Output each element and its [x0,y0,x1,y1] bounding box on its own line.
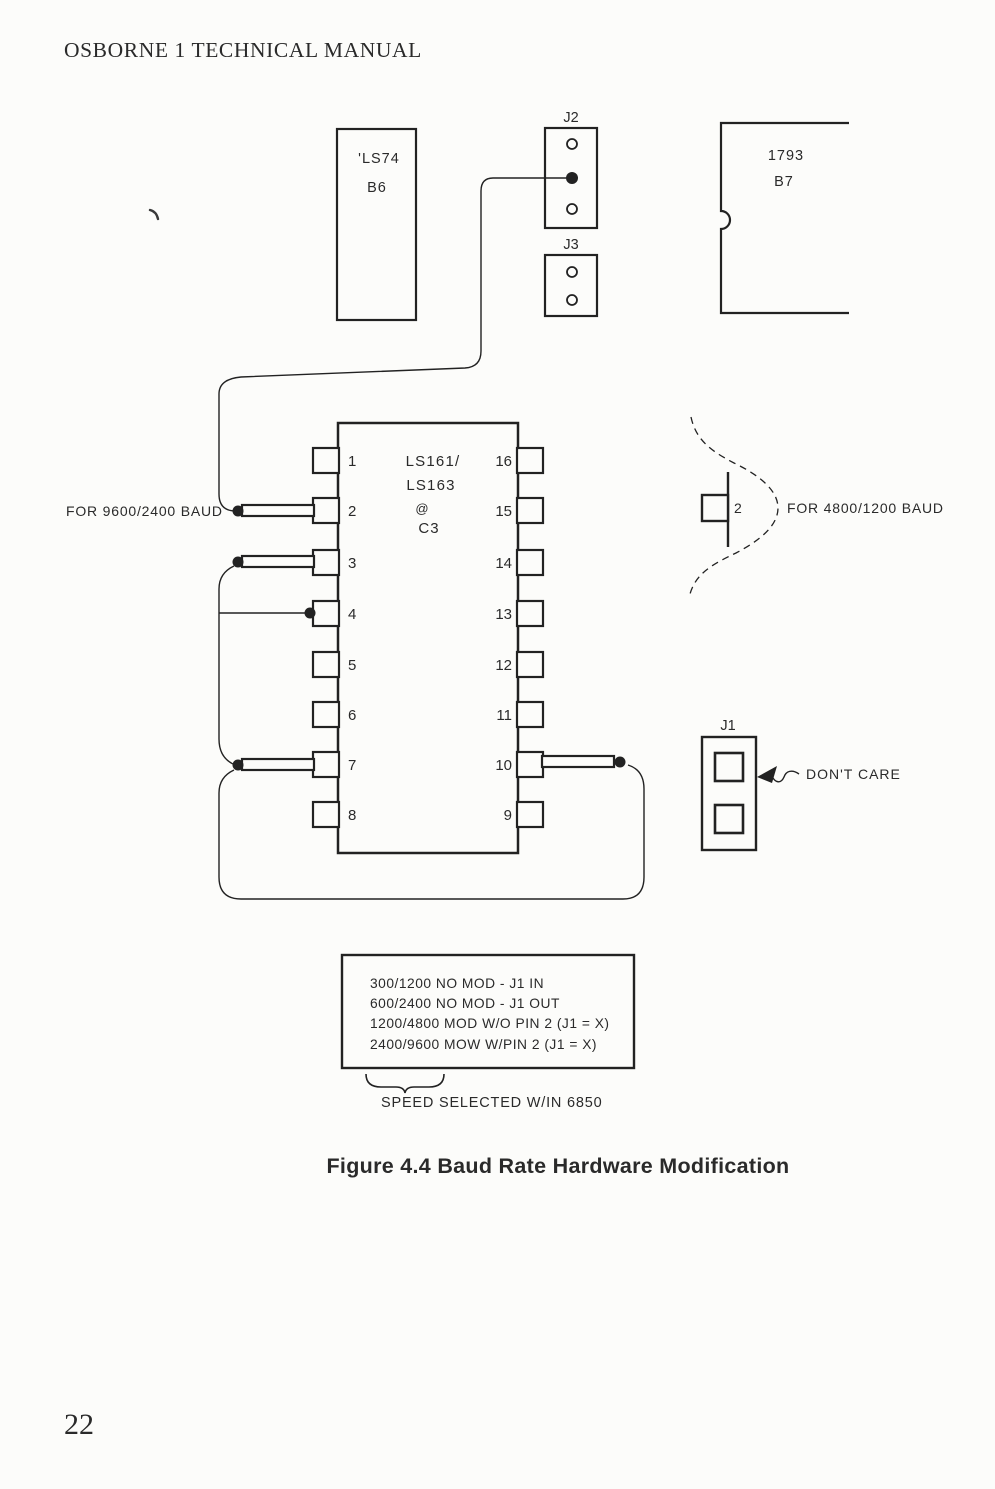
j1-label: J1 [720,718,736,734]
chip-pin-1 [313,448,339,473]
ls74-ref: B6 [367,180,387,196]
pin-number: 3 [348,555,357,572]
figure-caption: Figure 4.4 Baud Rate Hardware Modification [326,1154,790,1178]
pin4-dot-icon [305,608,316,619]
pin7-extension-bar [242,759,314,770]
j1-jumper-top-icon [715,753,743,781]
ic1793-ref: B7 [774,174,794,190]
pin-number: 8 [348,807,357,824]
baud-9600-label: FOR 9600/2400 BAUD [66,503,223,519]
scan-speck [150,210,158,219]
pin-number: 13 [495,606,512,623]
wire-pin3-to-pin7 [219,566,234,764]
chip-pin-7 [313,752,339,777]
mod-table-row: 600/2400 NO MOD - J1 OUT [370,996,560,1011]
chip-part-label-1: LS161/ [405,453,461,470]
pin-number: 16 [495,453,512,470]
pin-number: 11 [496,707,512,724]
chip-pin-12 [517,652,543,677]
chip-ref-label: C3 [418,520,440,537]
mod-table-row: 2400/9600 MOW W/PIN 2 (J1 = X) [370,1037,598,1052]
chip-part-label-2: LS163 [406,477,456,494]
dont-care-arrow-tail [772,771,799,782]
chip-pin-13 [517,601,543,626]
pin-number: 10 [495,757,512,774]
chip-pin-6 [313,702,339,727]
pin-number: 1 [348,453,357,470]
page-number: 22 [64,1408,94,1441]
baud-4800-label: FOR 4800/1200 BAUD [787,500,944,516]
j1-jumper-bottom-icon [715,805,743,833]
chip-pin-9 [517,802,543,827]
speed-selected-label: SPEED SELECTED W/IN 6850 [381,1095,603,1111]
chip-pin-11 [517,702,543,727]
pin10-extension-bar [542,756,614,767]
page-header: OSBORNE 1 TECHNICAL MANUAL [64,38,422,62]
pin3-dot-icon [233,557,244,568]
chip-pin-2 [313,498,339,523]
ls74-label: 'LS74 [358,151,400,167]
speed-brace-icon [366,1074,444,1093]
chip-pin-16 [517,448,543,473]
chip-pin-14 [517,550,543,575]
pin-number: 6 [348,707,357,724]
pin-number: 12 [495,657,512,674]
chip-pin-4 [313,601,339,626]
pin7-dot-icon [233,760,244,771]
callout-pin-number: 2 [734,500,742,516]
pin-number: 2 [348,503,357,520]
j2-label: J2 [563,110,579,126]
pin-number: 5 [348,657,357,674]
pin-number: 15 [495,503,512,520]
pin2-extension-bar [242,505,314,516]
pin-number: 4 [348,606,357,623]
pin10-dot-icon [615,757,626,768]
j2-pad-middle-dot-icon [566,172,578,184]
pin3-extension-bar [242,556,314,567]
pin-number: 9 [503,807,512,824]
chip-pin-10 [517,752,543,777]
mod-table-row: 1200/4800 MOD W/O PIN 2 (J1 = X) [370,1016,610,1031]
dont-care-label: DON'T CARE [806,766,901,782]
chip-pin-3 [313,550,339,575]
chip-pin-5 [313,652,339,677]
chip-pin-15 [517,498,543,523]
j3-label: J3 [563,237,579,253]
pin-number: 7 [348,757,357,774]
pin-number: 14 [495,555,512,572]
pin2-dot-icon [233,506,244,517]
j3-connector-box [545,255,597,316]
callout-pin-square [702,495,728,521]
chip-pin-8 [313,802,339,827]
chip-at-symbol: @ [415,501,429,516]
ic1793-label: 1793 [767,148,805,164]
mod-table-row: 300/1200 NO MOD - J1 IN [370,976,545,991]
